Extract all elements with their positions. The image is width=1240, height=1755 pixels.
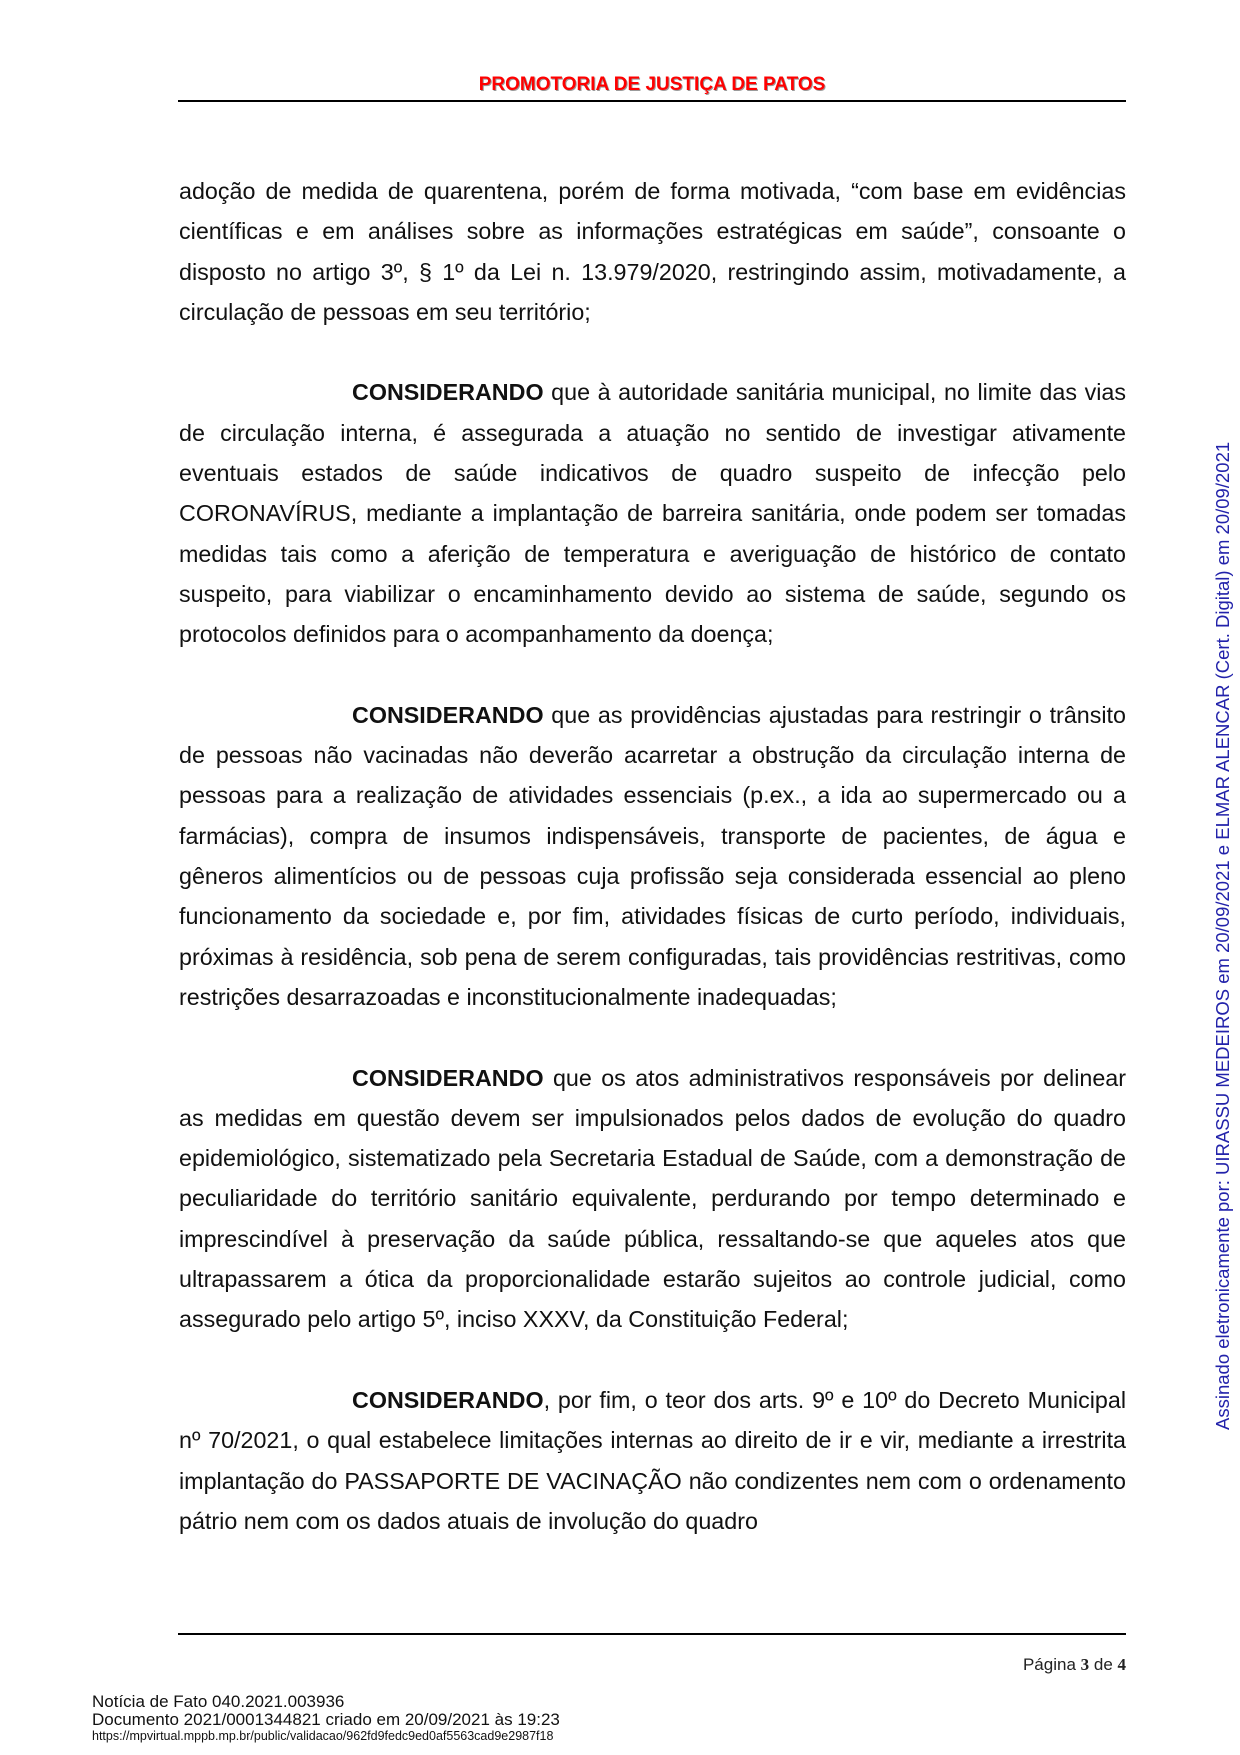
footer-info [92, 1693, 560, 1743]
paragraph-text: , por fim, o teor dos arts. 9º e 10º do Decreto Municipal nº 70/2021, o qual estabelece limitações internas ao direito de ir e vir, mediante a irrestrita implantação do PASSAPORTE DE VACINAÇÃO não condizentes nem com o ordenamento pátrio nem com os dados atuais de involução do quadro [179, 1386, 1126, 1534]
paragraph-5 [179, 1380, 1126, 1541]
paragraph-lead: CONSIDERANDO [352, 701, 544, 728]
paragraph-lead: CONSIDERANDO [352, 1064, 544, 1091]
paragraph-4 [179, 1058, 1126, 1340]
paragraph-1 [179, 171, 1126, 332]
digital-signature-note: Assinado eletronicamente por: UIRASSU MEDEIROS em 20/09/2021 e ELMAR ALENCAR (Cert. Digital) em 20/09/2021 [1212, 441, 1233, 1430]
paragraph-3 [179, 695, 1126, 1017]
footer-rule [178, 1633, 1126, 1635]
page-current: 3 [1080, 1655, 1090, 1674]
paragraph-text: adoção de medida de quarentena, porém de forma motivada, “com base em evidências científicas e em análises sobre as informações estratégicas em saúde”, consoante o disposto no artigo 3º, § 1º da Lei n. 13.979/2020, restringindo assim, motivadamente, a circulação de pessoas em seu território; [179, 178, 1126, 325]
paragraph-lead: CONSIDERANDO [352, 1386, 544, 1413]
header-title: PROMOTORIA DE JUSTIÇA DE PATOS [478, 74, 826, 95]
header-rule [178, 100, 1126, 102]
footer-line-document: Documento 2021/0001344821 criado em 20/09/2021 às 19:23 [92, 1710, 560, 1729]
paragraph-2 [179, 372, 1126, 654]
page-total: 4 [1117, 1655, 1126, 1674]
footer-line-notice: Notícia de Fato 040.2021.003936 [92, 1692, 345, 1711]
document-body [179, 171, 1126, 1541]
validation-url-link[interactable]: https://mpvirtual.mppb.mp.br/public/validacao/962fd9fedc9ed0af5563cad9e2987f18 [92, 1729, 554, 1743]
paragraph-text: que as providências ajustadas para restringir o trânsito de pessoas não vacinadas não deverão acarretar a obstrução da circulação interna de pessoas para a realização de atividades essenciais (p.ex., a ida ao supermercado ou a farmácias), compra de insumos indispensáveis, transporte de pacientes, de água e gêneros alimentícios ou de pessoas cuja profissão seja considerada essencial ao pleno funcionamento da sociedade e, por fim, atividades físicas de curto período, individuais, próximas à residência, sob pena de serem configuradas, tais providências restritivas, como restrições desarrazoadas e inconstitucionalmente inadequadas; [179, 701, 1126, 1010]
paragraph-lead: CONSIDERANDO [352, 379, 544, 406]
page-number [1023, 1655, 1126, 1675]
page-prefix: Página [1022, 1655, 1081, 1674]
paragraph-text: que à autoridade sanitária municipal, no limite das vias de circulação interna, é assegurada a atuação no sentido de investigar ativamente eventuais estados de saúde indicativos de quadro suspeito de infecção pelo CORONAVÍRUS, mediante a implantação de barreira sanitária, onde podem ser tomadas medidas tais como a aferição de temperatura e averiguação de histórico de contato suspeito, para viabilizar o encaminhamento devido ao sistema de saúde, segundo os protocolos definidos para o acompanhamento da doença; [179, 379, 1126, 648]
page-separator: de [1089, 1655, 1118, 1674]
paragraph-text: que os atos administrativos responsáveis por delinear as medidas em questão devem ser impulsionados pelos dados de evolução do quadro epidemiológico, sistematizado pela Secretaria Estadual de Saúde, com a demonstração de peculiaridade do território sanitário equivalente, perdurando por tempo determinado e imprescindível à preservação da saúde pública, ressaltando-se que aqueles atos que ultrapassarem a ótica da proporcionalidade estarão sujeitos ao controle judicial, como assegurado pelo artigo 5º, inciso XXXV, da Constituição Federal; [179, 1064, 1126, 1333]
